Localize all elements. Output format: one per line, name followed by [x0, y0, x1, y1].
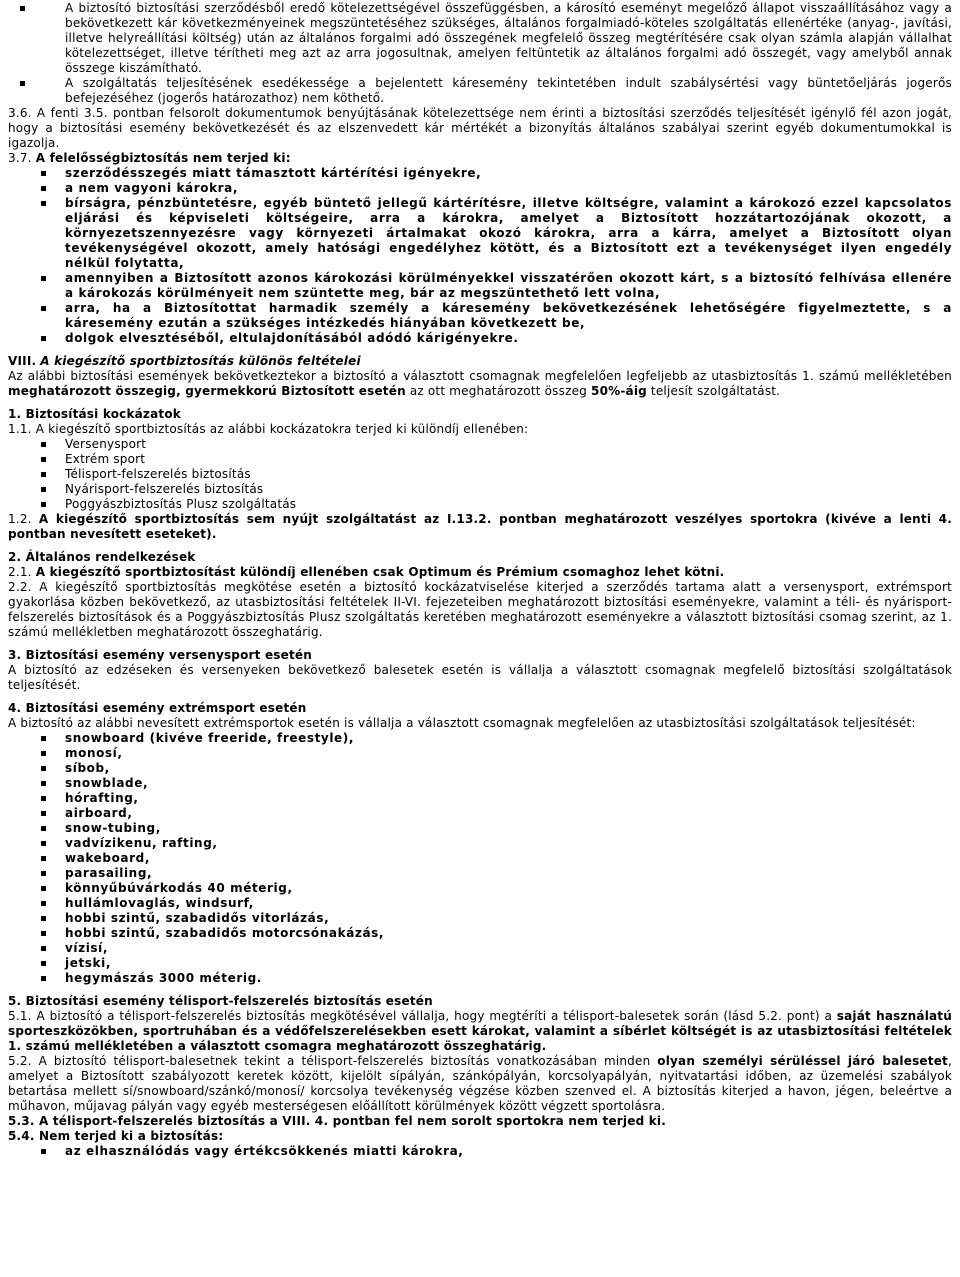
intro-text: Az alábbi biztosítási események bekövetkeztekor a biztosító a választott csomagnak megfelelően legfeljebb az utasbiztosítás 1. számú mellékletében: [8, 369, 952, 383]
list-item: parasailing,: [8, 866, 952, 881]
list-item: Poggyászbiztosítás Plusz szolgáltatás: [8, 497, 952, 512]
list-item: a nem vagyoni károkra,: [8, 181, 952, 196]
list-item: az elhasználódás vagy értékcsökkenés miatti károkra,: [8, 1144, 952, 1159]
list-item: vadvízikenu, rafting,: [8, 836, 952, 851]
list-item: A biztosító biztosítási szerződésből eredő kötelezettségével összefüggésben, a károsító eseményt megelőző állapot visszaállításához vagy a bekövetkezett kár következményeinek megszüntetéséhez szükséges, általános forgalmiadó-köteles szolgáltatás ellenértéke (anyag-, javítási, illetve helyreállítási költség) után az általános forgalmi adó összegének megfelelő összeg megtérítésére csak olyan számla alapján vállalhat kötelezettséget, illetve térítheti meg azt az arra jogosultnak, amelyen feltüntetik az általános forgalmi adó összegét, vagy amelyből annak összege kiszámítható.: [8, 1, 952, 76]
list-item: Extrém sport: [8, 452, 952, 467]
list-item: bírságra, pénzbüntetésre, egyéb büntető jellegű kártérítésre, illetve költségre, valamint a károkozó ezzel kapcsolatos eljárási és képviseleti költségeire, arra a károkra, amelyet a Biztosított hozzátartozójának okozott, a környezetszennyezésre vagy környezeti ártalmakat okozó károkra, arra a kárra, amelyet a Biztosított olyan tevékenységével okozott, amely hatósági engedélyhez kötött, és a Biztosított ezt a tevékenységet ilyen engedély nélkül folytatta,: [8, 196, 952, 271]
list-item: A szolgáltatás teljesítésének esedékessége a bejelentett káresemény tekintetében indult szabálysértési vagy büntetőeljárás jogerős befejezéséhez (jogerős határozathoz) nem köthető.: [8, 76, 952, 106]
list-item: arra, ha a Biztosítottat harmadik személy a káresemény bekövetkezésének lehetőségére figyelmeztette, s a káresemény ezután a szükséges intézkedés hiányában következett be,: [8, 301, 952, 331]
list-item: airboard,: [8, 806, 952, 821]
list-item: síbob,: [8, 761, 952, 776]
section-heading: 3. Biztosítási esemény versenysport esetén: [8, 648, 313, 662]
list-item: hegymászás 3000 méterig.: [8, 971, 952, 986]
list-item: hobbi szintű, szabadidős vitorlázás,: [8, 911, 952, 926]
chapter-number: VIII.: [8, 354, 37, 368]
section-heading: 1. Biztosítási kockázatok: [8, 407, 181, 421]
list-item: Nyárisport-felszerelés biztosítás: [8, 482, 952, 497]
chapter-title: A kiegészítő sportbiztosítás különös feltételei: [40, 354, 361, 368]
exclusion-list: [8, 166, 952, 346]
intro-text: teljesít szolgáltatást.: [646, 384, 781, 398]
list-item: snow-tubing,: [8, 821, 952, 836]
paragraph-2-2: 2.2. A kiegészítő sportbiztosítás megkötése esetén a biztosító kockázatviselése kiterjed a szerződés tartama alatt a versenysport, extrémsport gyakorlása közben bekövetkező, az utasbiztosítási feltételek II-VI. fejezeteiben meghatározott biztosítási eseményekre, valamint a téli- és nyárisport-felszerelés biztosítások és a Poggyászbiztosítás Plusz szolgáltatás keretében meghatározott eseményekre a választott biztosítási csomag szerint, az 1. számú mellékletben meghatározott összeghatárig.: [8, 580, 952, 639]
paragraph-bold: saját használatú sporteszközökben, sportruhában és a védőfelszerelésekben esett károkat, valamint a síbérlet költségét is az utasbiztosítási feltételek 1. számú mellékletében a választott csomagra meghatározott összeghatárig.: [8, 1009, 952, 1053]
list-item: jetski,: [8, 956, 952, 971]
intro-bold: meghatározott összegig, gyermekkorú Biztosított esetén: [8, 384, 406, 398]
list-item: snowblade,: [8, 776, 952, 791]
list-item: Versenysport: [8, 437, 952, 452]
paragraph-3-6: 3.6. A fenti 3.5. pontban felsorolt dokumentumok benyújtásának kötelezettsége nem érinti a biztosítási szerződés teljesítését igénylő fél azon jogát, hogy a biztosítási esemény bekövetkezését és az elszenvedett kár mértékét a bizonyítás általános szabályai szerint egyéb dokumentumokkal is igazolja.: [8, 106, 952, 150]
list-item: amennyiben a Biztosított azonos károkozási körülményekkel visszatérően okozott kárt, s a biztosító felhívása ellenére a károkozás körülményeit nem szüntette meg, bár az megszüntethető lett volna,: [8, 271, 952, 301]
paragraph-1-2: [8, 512, 952, 542]
paragraph-text: 5.1. A biztosító a télisport-felszerelés biztosítás megkötésével vállalja, hogy megtéríti a télisport-balesetek során (lásd 5.2. pont) a: [8, 1009, 837, 1023]
paragraph-text: A kiegészítő sportbiztosítást különdíj ellenében csak Optimum és Prémium csomaghoz lehet kötni.: [35, 565, 725, 579]
paragraph-5-4: 5.4. Nem terjed ki a biztosítás:: [8, 1129, 224, 1143]
intro-text: az ott meghatározott összeg: [405, 384, 592, 398]
extreme-sport-list: [8, 731, 952, 986]
section-heading: 2. Általános rendelkezések: [8, 550, 196, 564]
list-item: monosí,: [8, 746, 952, 761]
chapter-intro: [8, 369, 952, 399]
list-item: hórafting,: [8, 791, 952, 806]
list-item: hullámlovaglás, windsurf,: [8, 896, 952, 911]
paragraph-2-1: [8, 565, 952, 580]
paragraph-text: A kiegészítő sportbiztosítás sem nyújt szolgáltatást az I.13.2. pontban meghatározott veszélyes sportokra (kivéve a lenti 4. pontban nevesített eseteket).: [8, 512, 952, 541]
top-bullet-list: [8, 1, 952, 106]
intro-bold: 50%-áig: [591, 384, 647, 398]
paragraph-text: 5.2. A biztosító télisport-balesetnek tekint a télisport-felszerelés biztosítás vonatkozásában minden: [8, 1054, 658, 1068]
section-heading: 5. Biztosítási esemény télisport-felszerelés biztosítás esetén: [8, 994, 433, 1008]
heading-3-7: [8, 151, 952, 166]
paragraph-text: , amelyet a Biztosított szabályozott keretek között, kijelölt sípályán, szánkópályán, korcsolyapályán, nyitvatartási időben, az üzemelési szabályok betartása mellett sí/snowboard/szánkó/monosí/ korcsolya tevékenység végzése közben szenved el. A biztosítás kiterjed a havon, jégen, beleértve a műhavon, műjavag pályán vagy egyéb mesterségesen előállított körülmények között végzett sportolásra.: [8, 1054, 952, 1113]
list-item: könnyűbúvárkodás 40 méterig,: [8, 881, 952, 896]
section-title: A felelősségbiztosítás nem terjed ki:: [35, 151, 291, 165]
exclusion-list-5-4: [8, 1144, 952, 1159]
list-item: vízisí,: [8, 941, 952, 956]
section-number: 1.2.: [8, 512, 39, 526]
section-number: 2.1.: [8, 565, 36, 579]
paragraph-1-1: 1.1. A kiegészítő sportbiztosítás az alábbi kockázatokra terjed ki különdíj ellenében:: [8, 422, 529, 436]
paragraph-5-2: [8, 1054, 952, 1114]
list-item: dolgok elvesztéséből, eltulajdonításából adódó kárigényekre.: [8, 331, 952, 346]
paragraph-5-1: [8, 1009, 952, 1054]
chapter-heading: [8, 354, 952, 369]
paragraph-4: A biztosító az alábbi nevesített extrémsportok esetén is vállalja a választott csomagnak megfelelően az utasbiztosítási szolgáltatások teljesítését:: [8, 716, 916, 730]
paragraph-5-3: 5.3. A télisport-felszerelés biztosítás a VIII. 4. pontban fel nem sorolt sportokra nem terjed ki.: [8, 1114, 666, 1128]
section-heading: 4. Biztosítási esemény extrémsport esetén: [8, 701, 307, 715]
list-item: hobbi szintű, szabadidős motorcsónakázás,: [8, 926, 952, 941]
paragraph-bold: olyan személyi sérüléssel járó balesetet: [657, 1054, 948, 1068]
list-item: szerződésszegés miatt támasztott kártérítési igényekre,: [8, 166, 952, 181]
list-item: snowboard (kivéve freeride, freestyle),: [8, 731, 952, 746]
section-number: 3.7.: [8, 151, 32, 165]
list-item: wakeboard,: [8, 851, 952, 866]
paragraph-3: A biztosító az edzéseken és versenyeken bekövetkező balesetek esetén is vállalja a választott csomagnak megfelelő biztosítási szolgáltatások teljesítését.: [8, 663, 952, 692]
risk-list: [8, 437, 952, 512]
list-item: Télisport-felszerelés biztosítás: [8, 467, 952, 482]
